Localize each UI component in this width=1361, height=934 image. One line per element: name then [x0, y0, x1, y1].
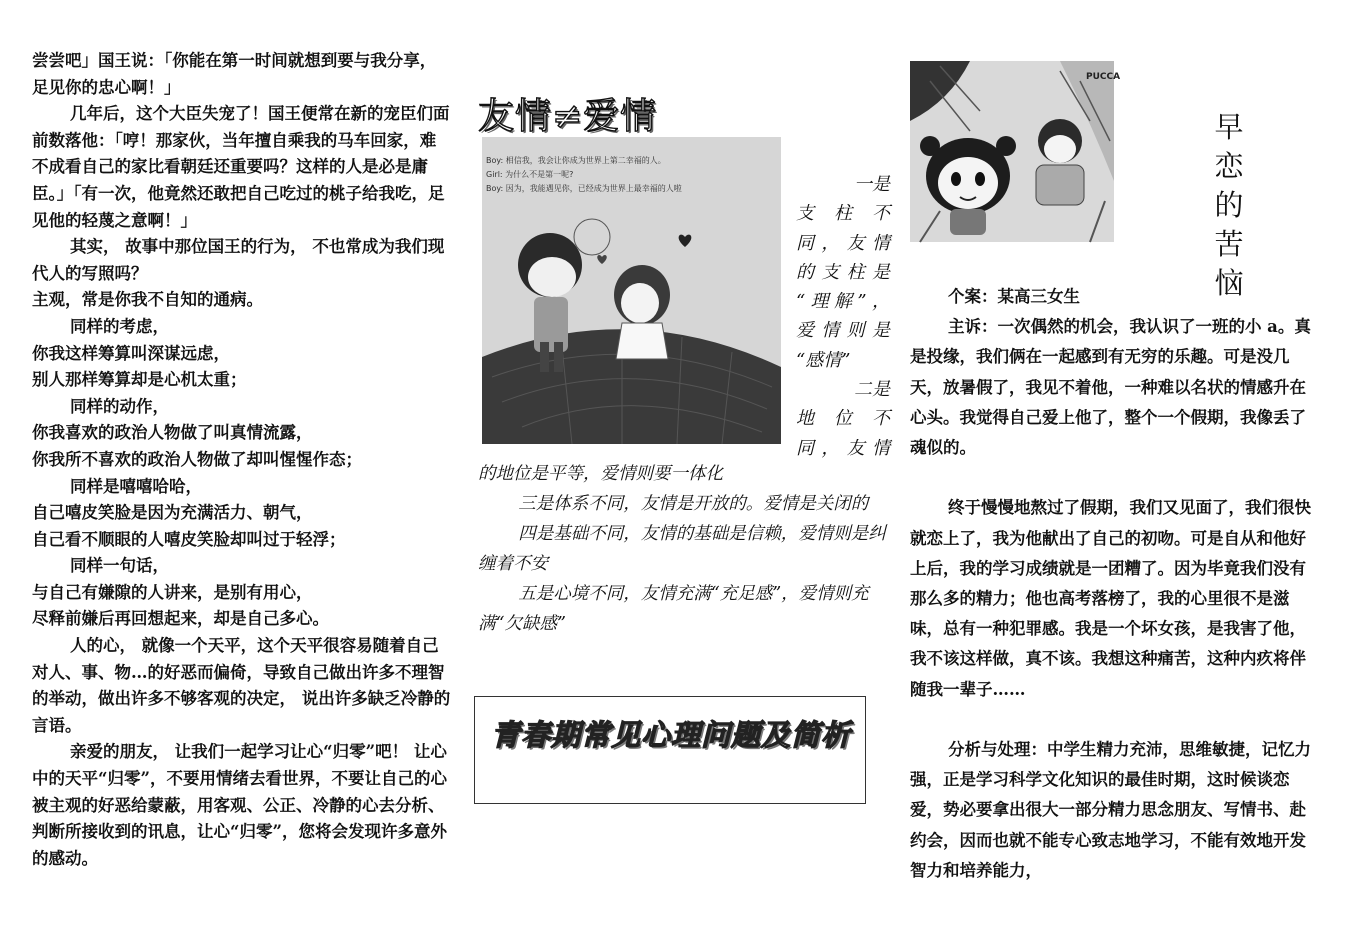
paragraph: 别人那样筹算却是心机太重；	[32, 370, 247, 390]
side-line: 一是	[854, 174, 890, 195]
paragraph: 同样是嘻嘻哈哈，	[69, 476, 202, 496]
paragraph: 终于慢慢地熬过了假期，我们又见面了，我们很快就恋上了，我为他献出了自己的初吻。可是自从和他好上后，我的学习成绩就是一团糟了。因为毕竟我们没有那么多的精力；他也高考落榜了，我的心里很不是滋味，总有一种犯罪感。我是一个坏女孩，是我害了他，我不该这样做，真不该。我想这种痛苦，这种内疚将伴随我一辈子……	[910, 498, 1311, 699]
right-column	[910, 282, 1312, 886]
first-love-title	[1206, 108, 1252, 303]
paragraph: 你我这样筹算叫深谋远虑，	[32, 343, 230, 363]
friendship-love-title: 友情≠爱情	[478, 96, 658, 137]
paragraph: 尽释前嫌后再回想起来，却是自己多心。	[32, 609, 329, 629]
paragraph: 三是体系不同，友情是开放的。爱情是关闭的	[518, 494, 869, 514]
side-line: 同，友情	[796, 232, 890, 254]
pucca-logo: PUCCA	[1086, 72, 1121, 82]
paragraph: 同样的动作，	[69, 396, 169, 416]
side-line: 二是	[854, 379, 890, 401]
paragraph: 尝尝吧」国王说：「你能在第一时间就想到要与我分享，足见你的忠心啊！」	[32, 51, 437, 97]
paragraph: 与自己有嫌隙的人讲来，是别有用心，	[32, 582, 313, 602]
analysis-paragraph: 分析与处理：中学生精力充沛，思维敏捷，记忆力强，正是学习科学文化知识的最佳时期，这时候谈恋爱，势必要拿出很大一部分精力思念朋友、写情书、赴约会，因而也就不能专心致志地学习，不能有效地开发智力和培养能力，	[910, 740, 1311, 880]
side-line: “理解”，	[796, 291, 890, 313]
paragraph: 自己嘻皮笑脸是因为充满活力、朝气，	[32, 503, 313, 523]
paragraph: 同样的考虑，	[69, 316, 169, 336]
pucca-illustration	[910, 61, 1121, 242]
side-line: 支柱不	[796, 203, 890, 225]
paragraph: 你我所不喜欢的政治人物做了却叫惺惺作态；	[32, 449, 362, 469]
side-line: 的支柱是	[796, 261, 890, 283]
case-line: 个案：某高三女生	[947, 287, 1080, 306]
paragraph: 几年后，这个大臣失宠了！国王便常在新的宠臣们面前数落他：「哼！那家伙，当年擅自乘我的马车回家，难不成看自己的家比看朝廷还重要吗？这样的人是必是庸臣。」「有一次，他竟然还敢把自己吃过的桃子给我吃，足见他的轻蔑之意啊！」	[32, 104, 450, 230]
friendship-body-text	[478, 459, 890, 639]
section-title: 青春期常见心理问题及简析	[491, 718, 852, 752]
paragraph: 主观，常是你我不自知的通病。	[32, 290, 263, 310]
paragraph: 同样一句话，	[69, 556, 169, 576]
caption-line-1: Boy: 相信我，我会让你成为世界上第二幸福的人。	[486, 156, 666, 165]
couple-illustration	[482, 137, 781, 444]
title-char: 恼	[1214, 266, 1244, 300]
title-char: 早	[1214, 110, 1244, 144]
paragraph: 自己看不顺眼的人嘻皮笑脸却叫过于轻浮；	[32, 529, 346, 549]
complaint-paragraph: 主诉：一次偶然的机会，我认识了一班的小 a。真是投缘，我们俩在一起感到有无穷的乐趣。可是没几天，放暑假了，我见不着他，一种难以名状的情感升在心头。我觉得自己爱上他了，整个一个假期，我像丢了魂似的。	[910, 317, 1311, 458]
section-title-box	[474, 696, 866, 804]
caption-line-2: Girl: 为什么不是第一呢?	[486, 170, 574, 179]
paragraph: 的地位是平等，爱情则要一体化	[478, 464, 723, 484]
paragraph: 五是心境不同，友情充满“充足感”，爱情则充满“欠缺感”	[478, 584, 869, 634]
caption-line-3: Boy: 因为，我能遇见你，已经成为世界上最幸福的人啦	[486, 184, 682, 193]
couple-illustration-art	[482, 137, 781, 444]
side-line: 爱情则是	[796, 320, 890, 342]
side-line: 同，友情	[796, 437, 890, 459]
side-line: 地位不	[796, 408, 890, 430]
pucca-illustration-art	[910, 61, 1121, 242]
paragraph: 亲爱的朋友， 让我们一起学习让心“归零”吧！ 让心中的天平“归零”，不要用情绪去看世界，不要让自己的心被主观的好恶给蒙蔽，用客观、公正、冷静的心去分析、判断所接收到的讯息，让心“归零”，您将会发现许多意外的感动。	[32, 742, 447, 868]
side-line: “感情”	[796, 349, 851, 371]
paragraph: 人的心， 就像一个天平，这个天平很容易随着自己对人、事、物…的好恶而偏倚，导致自己做出许多不理智的举动，做出许多不够客观的决定， 说出许多缺乏冷静的言语。	[32, 636, 451, 735]
title-char: 苦	[1214, 227, 1244, 261]
paragraph: 你我喜欢的政治人物做了叫真情流露，	[32, 423, 313, 443]
left-column	[32, 48, 452, 872]
title-char: 恋	[1214, 149, 1244, 183]
friendship-side-text	[796, 170, 890, 463]
title-char: 的	[1214, 188, 1244, 222]
paragraph: 其实， 故事中那位国王的行为， 不也常成为我们现代人的写照吗？	[32, 237, 445, 283]
paragraph: 四是基础不同，友情的基础是信赖，爱情则是纠缠着不安	[478, 524, 886, 574]
